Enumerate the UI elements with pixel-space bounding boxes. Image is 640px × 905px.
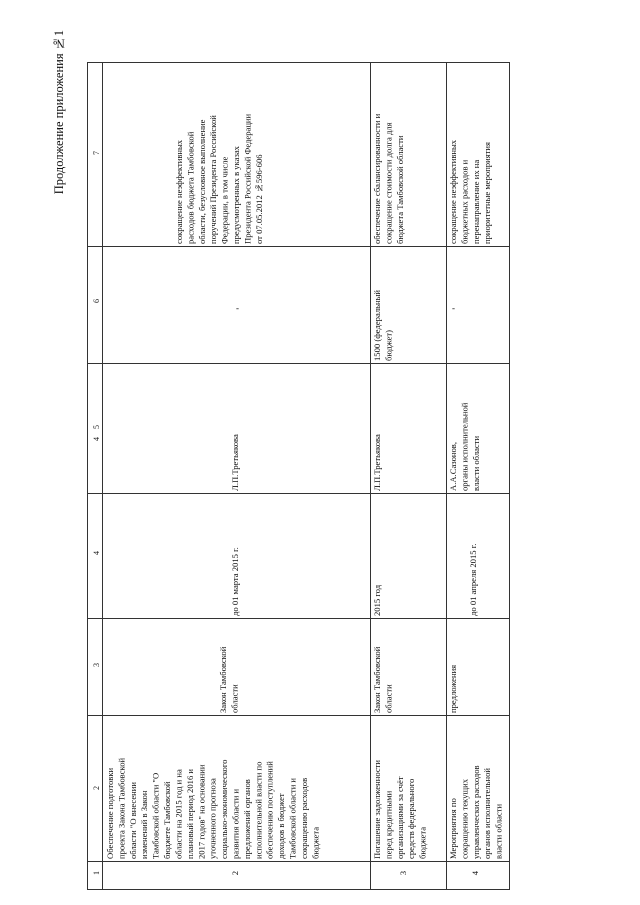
col-border	[88, 246, 509, 247]
activity-cell: Мероприятия по сокращению текущих управленческих расходов органов исполнительной власти области	[448, 765, 504, 859]
row-number: 2	[230, 871, 240, 876]
header-col-7: 7	[92, 151, 101, 155]
header-col-5: 5	[92, 425, 101, 429]
amount-cell: -	[452, 303, 455, 313]
col-border	[88, 715, 509, 716]
result-cell: обеспечение сбалансированности и сокращение стоимости долга для бюджета Тамбовской области	[372, 113, 405, 244]
col-border	[88, 363, 509, 364]
col-border	[88, 861, 509, 862]
col-border	[102, 63, 103, 889]
rotated-table	[87, 62, 510, 890]
header-col-1: 1	[92, 871, 101, 875]
page-title: Продолжение приложения №1	[52, 30, 66, 195]
header-col-6: 6	[92, 299, 101, 303]
row-border	[370, 63, 371, 889]
col-border	[88, 493, 509, 494]
amount-cell: 1500 (федеральный бюджет)	[372, 289, 394, 361]
deadline-cell: до 01 марта 2015 г.	[230, 547, 240, 616]
row-border	[446, 63, 447, 889]
deadline-cell: 2015 год	[372, 584, 382, 616]
form-cell: Закон Тамбовской области	[218, 646, 240, 713]
header-col-2: 2	[92, 786, 101, 790]
col-border	[88, 618, 509, 619]
responsible-cell: Л.П.Третьякова	[372, 434, 382, 491]
header-col-3: 3	[92, 663, 101, 667]
activity-cell: Обеспечение подготовки проекта Закона Тамбовской области "О внесении изменений в Закон Тамбовской области "О бюджете Тамбовской области на 2015 год и на плановый период 2016 и 2017 годов" на основании уточненного прогноза социально-экономического развития области и предложений органов исполнительной власти по обеспечению поступлений доходов в бюджет Тамбовской области и сокращению расходов бюджета	[105, 757, 321, 859]
row-number: 4	[470, 871, 480, 876]
row-number: 3	[398, 871, 408, 876]
form-cell: Закон Тамбовской области	[372, 646, 394, 713]
responsible-cell: Л.П.Третьякова	[230, 434, 240, 491]
header-col-4: 4	[92, 551, 101, 555]
form-cell: предложения	[448, 664, 458, 713]
amount-cell: -	[236, 303, 239, 313]
activity-cell: Погашение задолженности перед кредитными организациями за счёт средств федерального бюджета	[372, 759, 428, 859]
result-cell: сокращение неэффективных бюджетных расходов и перенаправление их на приоритетные мероприятия	[448, 139, 493, 244]
deadline-cell: до 01 апреля 2015 г.	[468, 543, 478, 616]
result-cell: сокращение неэффективных расходов бюджета Тамбовской области, безусловное выполнение поручений Президента Российской Федерации, в том числе предусмотренных в указах Президента Российской Федерации от 07.05.2012 №596-606	[174, 113, 264, 244]
page-number: 4	[92, 437, 101, 441]
responsible-cell: А.А.Сазонов, органы исполнительной власти области	[448, 402, 481, 491]
